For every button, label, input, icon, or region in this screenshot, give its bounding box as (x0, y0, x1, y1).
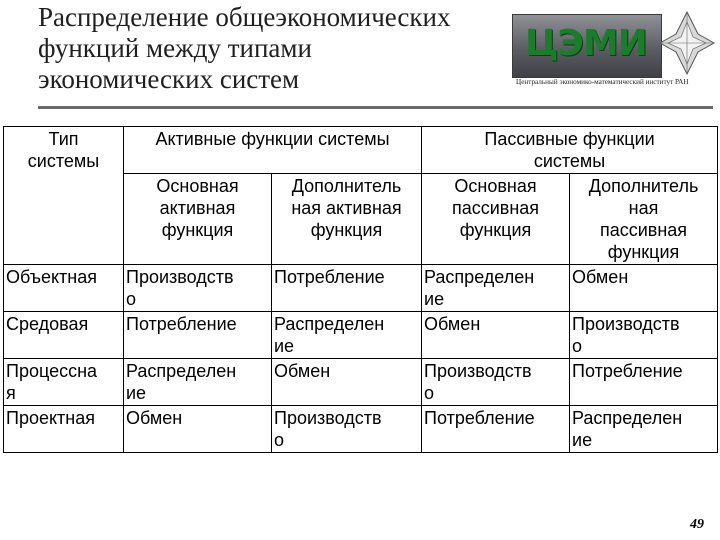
row-type (4, 359, 124, 406)
cell-text: Распределен ие (572, 408, 683, 450)
star-icon (658, 10, 716, 76)
header-text: Тип системы (27, 129, 100, 171)
cell-text: Потребление (126, 314, 237, 334)
logo-letters: ЦЭМИ (525, 23, 647, 64)
cell-text: Процессна я (6, 361, 98, 403)
header-passive-main (422, 174, 570, 265)
page-number: 49 (690, 517, 704, 532)
slide-title (38, 2, 508, 95)
title-line: функций между типами (38, 33, 312, 63)
header-text: Основная активная функция (156, 176, 239, 240)
table-cell (570, 359, 718, 406)
row-type (4, 406, 124, 453)
table-row (4, 312, 718, 359)
header-passive-extra (570, 174, 718, 265)
cell-text: Объектная (6, 267, 97, 287)
cell-text: Средовая (6, 314, 89, 334)
title-line: экономических систем (38, 64, 300, 94)
header-text: Дополнитель ная пассивная функция (588, 176, 699, 262)
cell-text: Распределен ие (274, 314, 385, 356)
table-header-row (4, 127, 718, 174)
title-divider (38, 106, 713, 109)
cell-text: Распределен ие (126, 361, 237, 403)
header-text: Активные функции системы (155, 129, 390, 149)
header-active-functions (124, 127, 422, 174)
cell-text: Производств о (424, 361, 532, 403)
header-active-extra (272, 174, 422, 265)
row-type (4, 312, 124, 359)
cell-text: Обмен (424, 314, 481, 334)
cell-text: Обмен (274, 361, 331, 381)
cell-text: Производств о (572, 314, 680, 356)
functions-table (3, 126, 718, 453)
cell-text: Проектная (6, 408, 95, 428)
table-cell (570, 312, 718, 359)
table-row (4, 359, 718, 406)
table-cell (570, 265, 718, 312)
table-cell (422, 312, 570, 359)
table-row (4, 265, 718, 312)
table-cell (272, 265, 422, 312)
title-line: Распределение общеэкономических (38, 2, 451, 32)
table-cell (124, 312, 272, 359)
cell-text: Потребление (274, 267, 385, 287)
table-cell (272, 312, 422, 359)
header-passive-functions (422, 127, 718, 174)
table-cell (124, 406, 272, 453)
row-type (4, 265, 124, 312)
table-cell (422, 406, 570, 453)
table-cell (124, 359, 272, 406)
logo-box (512, 14, 662, 78)
cell-text: Потребление (572, 361, 683, 381)
header-system-type (4, 127, 124, 265)
table-cell (272, 359, 422, 406)
logo-caption: Центральный экономико-математический институт РАН (516, 78, 689, 86)
header-text: Дополнитель ная активная функция (291, 176, 402, 240)
table-cell (570, 406, 718, 453)
table-cell (124, 265, 272, 312)
cell-text: Распределен ие (424, 267, 535, 309)
header-text: Основная пассивная функция (451, 176, 540, 240)
cell-text: Производств о (274, 408, 382, 450)
table-cell (422, 359, 570, 406)
cemi-logo (512, 14, 712, 90)
table-cell (272, 406, 422, 453)
cell-text: Обмен (126, 408, 183, 428)
cell-text: Обмен (572, 267, 629, 287)
cell-text: Потребление (424, 408, 535, 428)
cell-text: Производств о (126, 267, 234, 309)
table-row (4, 406, 718, 453)
header-text: Пассивные функции системы (484, 129, 655, 171)
header-active-main (124, 174, 272, 265)
table-cell (422, 265, 570, 312)
